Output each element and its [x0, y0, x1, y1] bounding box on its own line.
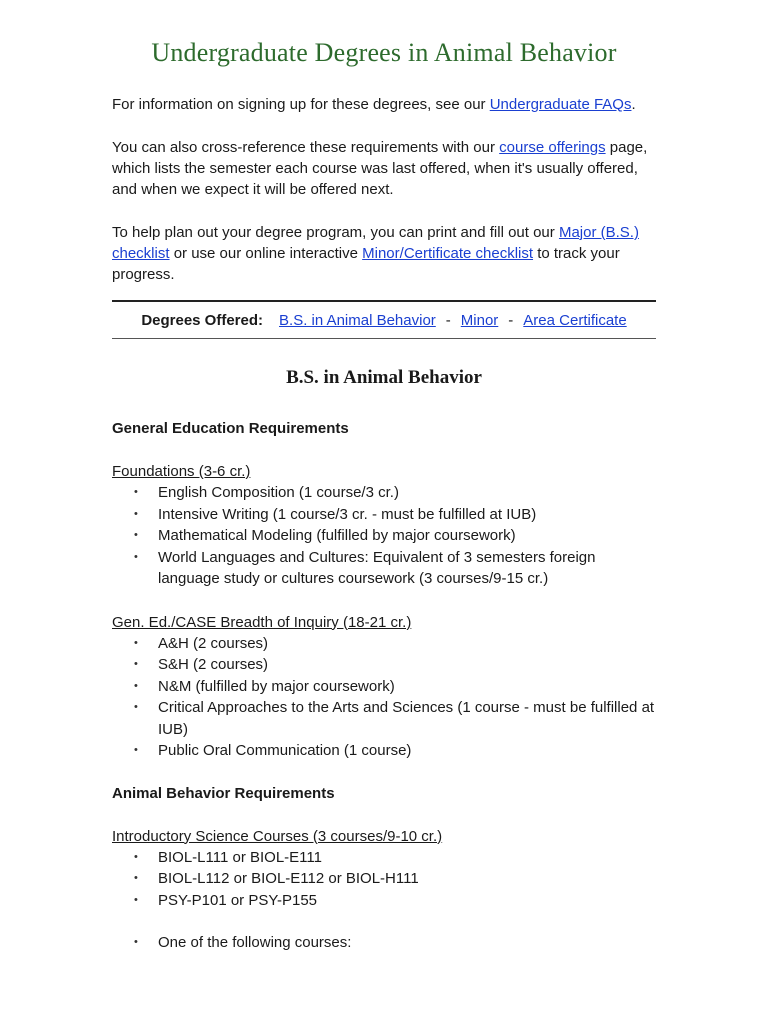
- intro-science-title: Introductory Science Courses (3 courses/9-10 cr.): [112, 827, 443, 845]
- intro-text: To help plan out your degree program, you can print and fill out our: [112, 224, 559, 241]
- nav-link-area-certificate[interactable]: Area Certificate: [523, 311, 627, 329]
- nav-link-bs[interactable]: B.S. in Animal Behavior: [279, 311, 436, 329]
- major-checklist-link[interactable]: Major (B.S.) checklist: [112, 224, 639, 262]
- list-item: • S&H (2 courses): [158, 654, 656, 676]
- intro-text: For information on signing up for these degrees, see our: [112, 96, 490, 113]
- intro-text: .: [631, 96, 636, 113]
- list-item: • Intensive Writing (1 course/3 cr. - must be fulfilled at IUB): [158, 504, 656, 526]
- nav-link-minor[interactable]: Minor: [460, 311, 499, 329]
- list-item: • BIOL-L111 or BIOL-E111: [158, 847, 656, 869]
- intro-science-list: [112, 847, 656, 954]
- minor-certificate-checklist-link[interactable]: Minor/Certificate checklist: [362, 245, 534, 262]
- intro-paragraph-faq: [112, 94, 656, 115]
- undergraduate-faqs-link[interactable]: Undergraduate FAQs: [489, 96, 632, 113]
- list-item: • A&H (2 courses): [158, 633, 656, 655]
- list-item: • Mathematical Modeling (fulfilled by major coursework): [158, 525, 656, 547]
- list-item: • PSY-P101 or PSY-P155: [158, 890, 656, 912]
- breadth-title: Gen. Ed./CASE Breadth of Inquiry (18-21 cr.): [112, 613, 412, 631]
- intro-paragraph-checklist: [112, 222, 656, 285]
- list-item: • Critical Approaches to the Arts and Sciences (1 course - must be fulfilled at IUB): [158, 697, 656, 740]
- list-item: • World Languages and Cultures: Equivalent of 3 semesters foreign language study or cultures coursework (3 courses/9-15 cr.): [158, 547, 656, 590]
- nav-separator: -: [508, 311, 514, 329]
- gen-ed-heading: General Education Requirements: [112, 420, 349, 437]
- course-offerings-link[interactable]: course offerings: [499, 139, 606, 156]
- page-title: Undergraduate Degrees in Animal Behavior: [151, 38, 617, 67]
- animal-behavior-requirements-heading: Animal Behavior Requirements: [112, 784, 335, 802]
- list-item: • N&M (fulfilled by major coursework): [158, 676, 656, 698]
- section-title: B.S. in Animal Behavior: [286, 367, 482, 388]
- intro-text: or use our online interactive: [169, 245, 363, 262]
- intro-text: page, which lists the semester each course was last offered, when it's usually offered, and when we expect it will be offered next.: [112, 139, 648, 198]
- degrees-offered-label: Degrees Offered:: [141, 311, 264, 329]
- list-item: • BIOL-L112 or BIOL-E112 or BIOL-H111: [158, 868, 656, 890]
- nav-separator: -: [445, 311, 451, 329]
- list-item: • One of the following courses:: [158, 932, 656, 954]
- intro-paragraph-offerings: [112, 137, 656, 200]
- foundations-title: Foundations (3-6 cr.): [112, 463, 251, 480]
- intro-text: to track your progress.: [112, 245, 620, 283]
- intro-text: You can also cross-reference these requirements with our: [112, 139, 500, 156]
- list-item: • English Composition (1 course/3 cr.): [158, 482, 656, 504]
- degrees-offered-nav: [112, 300, 656, 339]
- foundations-list: [112, 482, 656, 590]
- breadth-list: [112, 633, 656, 762]
- list-item: • Public Oral Communication (1 course): [158, 740, 656, 762]
